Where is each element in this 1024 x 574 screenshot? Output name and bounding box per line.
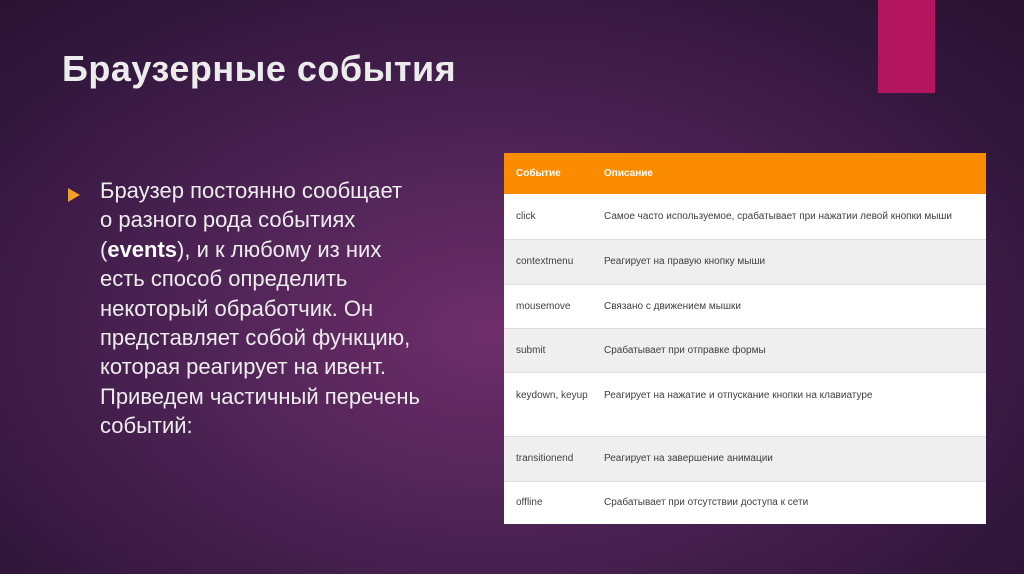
bullet-text [100,176,420,441]
event-description: Реагирует на завершение анимации [592,436,986,481]
event-name: offline [504,481,592,524]
table-row [504,284,986,328]
event-name: click [504,194,592,239]
table-row [504,194,986,239]
triangle-bullet-icon [68,188,80,202]
bullet-text-after: ), и к любому из них есть способ определить некоторый обработчик. Он представляет собой функцию, которая реагирует на ивент. Приведем частичный перечень событий: [100,236,420,439]
header-event: Событие [504,153,592,194]
event-description: Реагирует на нажатие и отпускание кнопки на клавиатуре [592,372,986,436]
event-description: Реагирует на правую кнопку мыши [592,239,986,284]
table-header-row [504,153,986,194]
bullet-text-before: Браузер постоянно сообщает о разного рода событиях ( [100,178,403,262]
events-table [504,153,986,524]
table-row [504,328,986,372]
event-name: transitionend [504,436,592,481]
accent-bar [878,0,935,93]
event-description: Срабатывает при отсутствии доступа к сети [592,481,986,524]
table-row [504,372,986,436]
bullet-text-bold: events [107,236,178,262]
slide-title: Браузерные события [62,48,457,89]
table-row [504,481,986,524]
table-row [504,436,986,481]
event-name: submit [504,328,592,372]
event-name: contextmenu [504,239,592,284]
table-row [504,239,986,284]
header-description: Описание [592,153,986,194]
event-description: Срабатывает при отправке формы [592,328,986,372]
event-name: mousemove [504,284,592,328]
event-description: Самое часто используемое, срабатывает при нажатии левой кнопки мыши [592,194,986,239]
event-description: Связано с движением мышки [592,284,986,328]
event-name: keydown, keyup [504,372,592,436]
